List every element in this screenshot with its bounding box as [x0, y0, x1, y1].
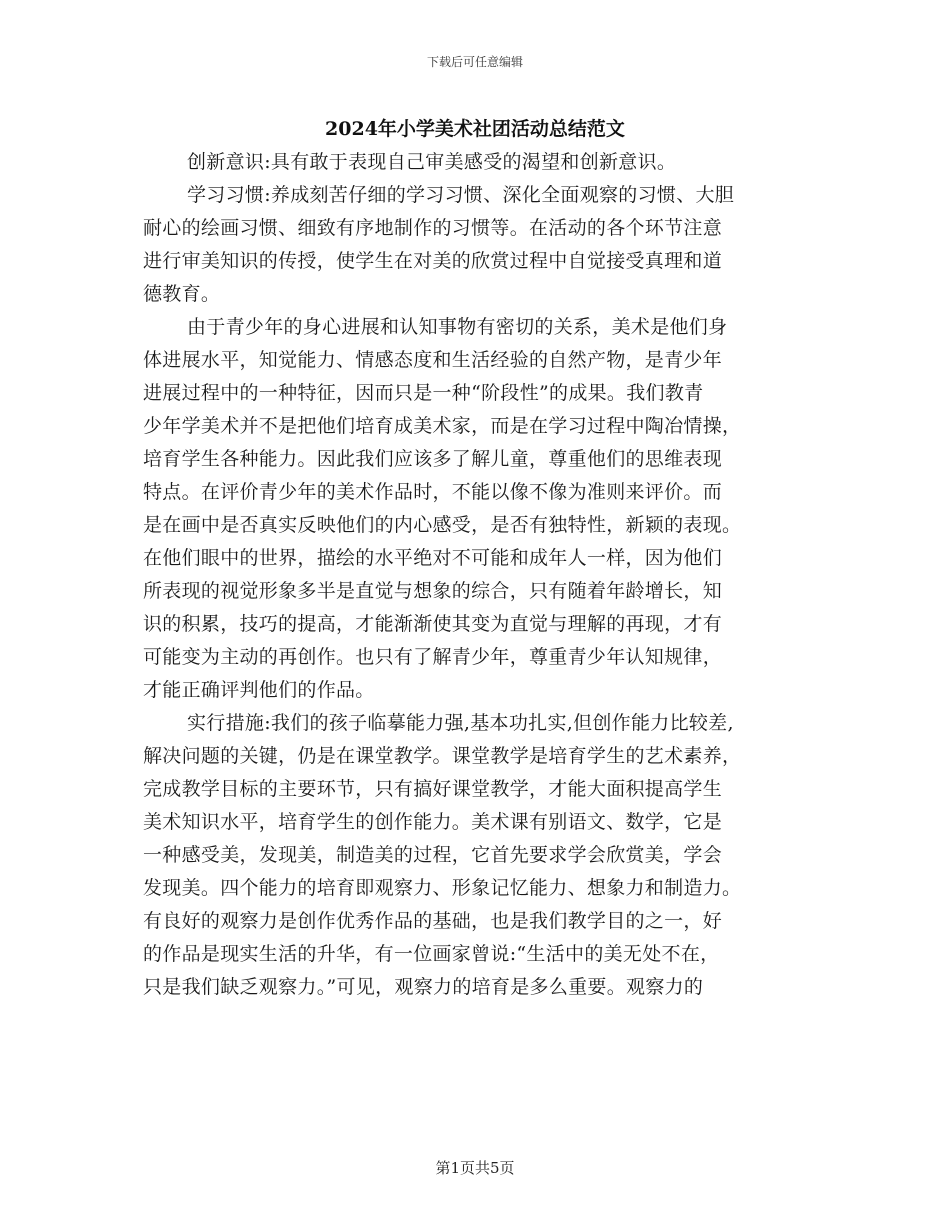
- download-note: 下载后可任意编辑: [426, 55, 523, 69]
- text-line: 一种感受美，发现美，制造美的过程，它首先要求学会欣赏美，学会: [143, 844, 723, 866]
- page-number: 第1页共5页: [435, 1159, 515, 1177]
- text-line: 学习习惯:养成刻苦仔细的学习习惯、深化全面观察的习惯、大胆: [187, 184, 735, 206]
- text-line: 可能变为主动的再创作。也只有了解青少年，尊重青少年认知规律，: [143, 646, 723, 668]
- text-line: 只是我们缺乏观察力。”可见，观察力的培育是多么重要。观察力的: [143, 976, 704, 998]
- text-line: 有良好的观察力是创作优秀作品的基础，也是我们教学目的之一，好: [143, 910, 723, 932]
- text-line: 进行审美知识的传授，使学生在对美的欣赏过程中自觉接受真理和道: [143, 250, 723, 272]
- text-line: 解决问题的关键，仍是在课堂教学。课堂教学是培育学生的艺术素养，: [143, 745, 742, 767]
- text-line: 耐心的绘画习惯、细致有序地制作的习惯等。在活动的各个环节注意: [143, 217, 723, 239]
- text-line: 培育学生各种能力。因此我们应该多了解儿童，尊重他们的思维表现: [143, 448, 723, 470]
- text-line: 在他们眼中的世界，描绘的水平绝对不可能和成年人一样，因为他们: [143, 547, 723, 569]
- text-line: 所表现的视觉形象多半是直觉与想象的综合，只有随着年龄增长，知: [143, 580, 723, 602]
- document-title: 2024年小学美术社团活动总结范文: [325, 118, 625, 140]
- text-line: 少年学美术并不是把他们培育成美术家，而是在学习过程中陶冶情操，: [143, 415, 742, 437]
- text-line: 识的积累，技巧的提高，才能渐渐使其变为直觉与理解的再现，才有: [143, 613, 723, 635]
- text-line: 进展过程中的一种特征，因而只是一种“阶段性”的成果。我们教青: [143, 382, 704, 404]
- document-body: [143, 146, 823, 1004]
- text-line: 美术知识水平，培育学生的创作能力。美术课有别语文、数学，它是: [143, 811, 723, 833]
- text-line: 才能正确评判他们的作品。: [143, 679, 375, 701]
- text-line: 创新意识:具有敢于表现自己审美感受的渴望和创新意识。: [187, 151, 677, 173]
- text-line: 由于青少年的身心进展和认知事物有密切的关系，美术是他们身: [187, 316, 728, 338]
- text-line: 发现美。四个能力的培育即观察力、形象记忆能力、想象力和制造力。: [143, 877, 742, 899]
- text-line: 体进展水平，知觉能力、情感态度和生活经验的自然产物，是青少年: [143, 349, 723, 371]
- text-line: 特点。在评价青少年的美术作品时，不能以像不像为准则来评价。而: [143, 481, 723, 503]
- text-line: 完成教学目标的主要环节，只有搞好课堂教学，才能大面积提高学生: [143, 778, 723, 800]
- text-line: 是在画中是否真实反映他们的内心感受，是否有独特性，新颖的表现。: [143, 514, 742, 536]
- text-line: 的作品是现实生活的升华，有一位画家曾说:“生活中的美无处不在，: [143, 943, 720, 965]
- text-line: 实行措施:我们的孩子临摹能力强,基本功扎实,但创作能力比较差,: [187, 712, 734, 734]
- text-line: 德教育。: [143, 283, 221, 305]
